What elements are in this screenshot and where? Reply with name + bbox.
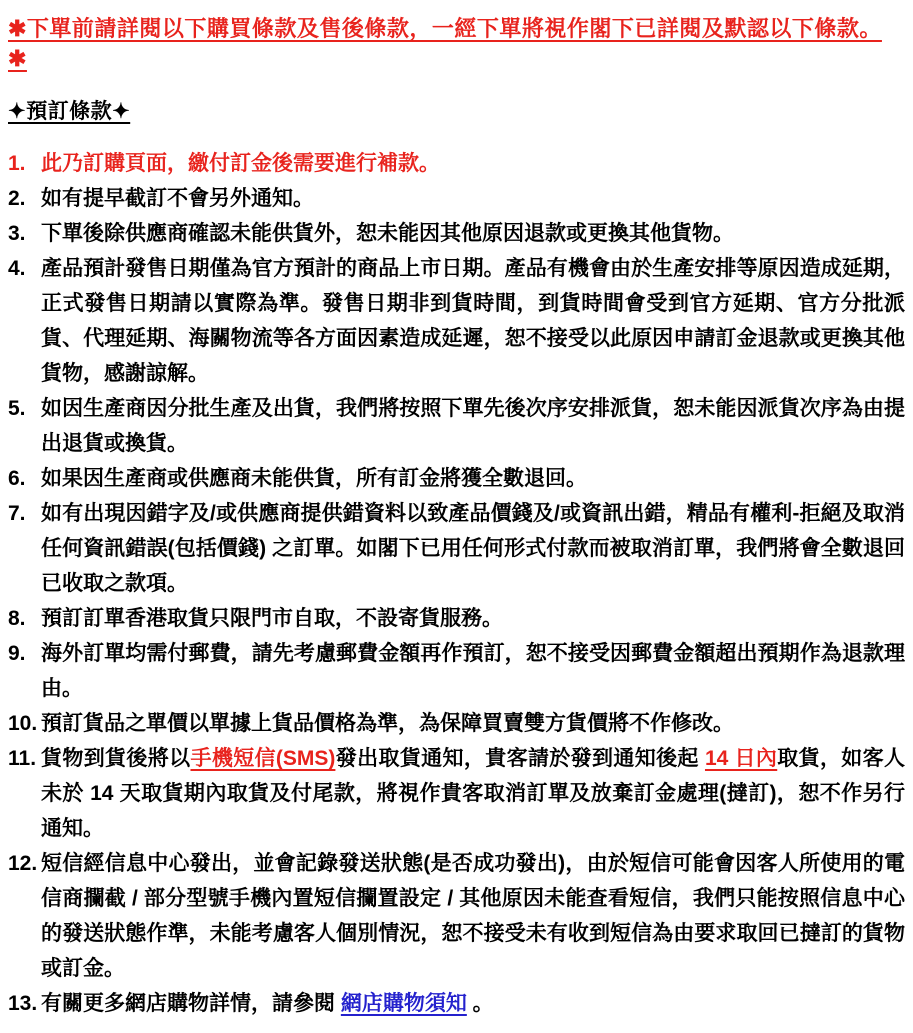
term-text: 如果因生產商或供應商未能供貨，所有訂金將獲全數退回。 xyxy=(41,467,587,490)
term-number: 4. xyxy=(8,257,26,280)
term-text: 預訂訂單香港取貨只限門市自取，不設寄貨服務。 xyxy=(41,607,503,630)
term-item-8 xyxy=(8,601,905,636)
term-number: 13. xyxy=(8,992,38,1015)
term-number: 8. xyxy=(8,607,26,630)
term-text: 下單後除供應商確認未能供貨外，恕未能因其他原因退款或更換其他貨物。 xyxy=(41,222,734,245)
red-highlight-text: 14 日內 xyxy=(704,747,778,770)
terms-warning-header: ✱下單前請詳閱以下購買條款及售後條款，一經下單將視作閣下已詳閱及默認以下條款。 ✱ xyxy=(8,16,882,71)
term-text: 有關更多網店購物詳情，請參閱 xyxy=(41,992,341,1015)
term-text: 取貨，如客人未於 14 天取貨期內取貨及付尾款，將視作貴客取消訂單及放棄訂金處理(撻訂)，恕不作另行通知。 xyxy=(41,747,906,840)
term-number: 10. xyxy=(8,712,38,735)
term-text: 發出取貨通知，貴客請於發到通知後起 xyxy=(335,747,705,770)
preorder-terms-title: ✦預訂條款✦ xyxy=(8,100,131,123)
term-number: 6. xyxy=(8,467,26,490)
term-item-1 xyxy=(8,146,905,181)
term-text: 貨物到貨後將以 xyxy=(41,747,191,770)
term-text: 產品預計發售日期僅為官方預計的商品上市日期。產品有機會由於生產安排等原因造成延期，正式發售日期請以實際為準。發售日期非到貨時間，到貨時間會受到官方延期、官方分批派貨、代理延期、海關物流等各方面因素造成延遲，恕不接受以此原因申請訂金退款或更換其他貨物，感謝諒解。 xyxy=(41,257,905,385)
terms-list xyxy=(8,146,905,1021)
term-number: 11. xyxy=(8,747,37,770)
term-text: 預訂貨品之單價以單據上貨品價格為準，為保障買賣雙方貨價將不作修改。 xyxy=(41,712,734,735)
term-text: 如因生產商因分批生產及出貨，我們將按照下單先後次序安排派貨，恕未能因派貨次序為由提出退貨或換貨。 xyxy=(41,397,905,455)
term-number: 2. xyxy=(8,187,26,210)
term-item-9 xyxy=(8,636,905,706)
term-number: 5. xyxy=(8,397,26,420)
term-item-10 xyxy=(8,706,905,741)
term-text: 如有出現因錯字及/或供應商提供錯資料以致產品價錢及/或資訊出錯，精品有權利-拒絕及取消任何資訊錯誤(包括價錢) 之訂單。如閣下已用任何形式付款而被取消訂單，我們將會全數退回已收取之款項。 xyxy=(41,502,905,595)
term-number: 7. xyxy=(8,502,26,525)
term-item-3 xyxy=(8,216,905,251)
term-number: 3. xyxy=(8,222,26,245)
term-text: 如有提早截訂不會另外通知。 xyxy=(41,187,314,210)
term-item-4 xyxy=(8,251,905,391)
term-text: 海外訂單均需付郵費，請先考慮郵費金額再作預訂，恕不接受因郵費金額超出預期作為退款理由。 xyxy=(41,642,905,700)
term-item-5 xyxy=(8,391,905,461)
term-item-12 xyxy=(8,846,905,986)
term-number: 9. xyxy=(8,642,26,665)
term-number: 1. xyxy=(8,152,26,175)
term-item-7 xyxy=(8,496,905,601)
red-highlight-text: 手機短信(SMS) xyxy=(190,747,336,770)
term-number: 12. xyxy=(8,852,38,875)
term-text: 此乃訂購頁面，繳付訂金後需要進行補款。 xyxy=(41,152,440,175)
term-item-13 xyxy=(8,986,905,1021)
term-item-2 xyxy=(8,181,905,216)
term-text: 短信經信息中心發出，並會記錄發送狀態(是否成功發出)，由於短信可能會因客人所使用的電信商攔截 / 部分型號手機內置短信攔置設定 / 其他原因未能查看短信，我們只能按照信息中心的發送狀態作準，未能考慮客人個別情況，恕不接受未有收到短信為由要求取回已撻訂的貨物或訂金。 xyxy=(41,852,905,980)
term-text: 。 xyxy=(466,992,494,1015)
shop-guide-link[interactable]: 網店購物須知 xyxy=(340,992,467,1015)
term-item-6 xyxy=(8,461,905,496)
term-item-11 xyxy=(8,741,905,846)
